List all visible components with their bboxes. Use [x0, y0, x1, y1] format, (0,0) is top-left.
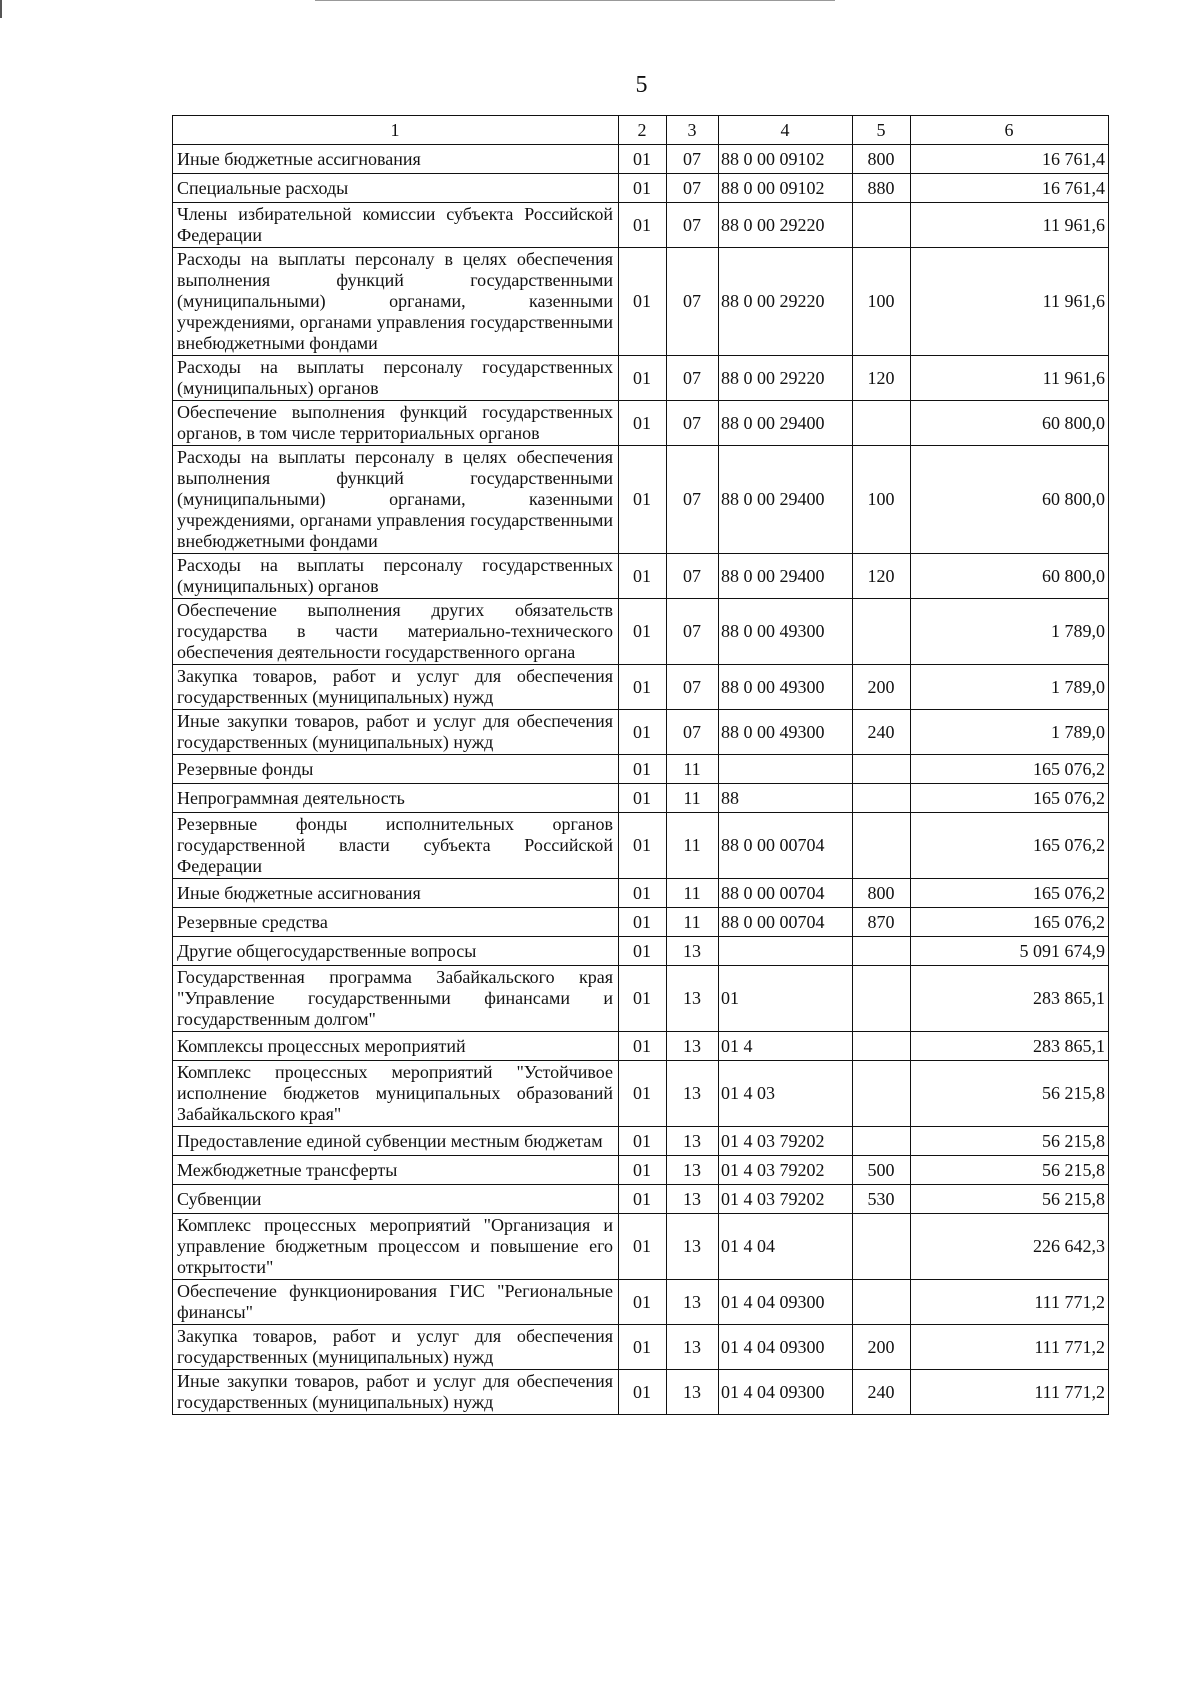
- row-amount-cell: 165 076,2: [911, 755, 1109, 784]
- row-section-cell: 01: [619, 401, 667, 446]
- row-section-cell: 01: [619, 1214, 667, 1280]
- table-row: [173, 599, 1109, 665]
- row-target-article-cell: 01 4 03 79202: [719, 1185, 853, 1214]
- row-target-article-cell: 88 0 00 29400: [719, 554, 853, 599]
- row-expense-type-cell: 880: [853, 174, 911, 203]
- row-target-article-cell: [719, 937, 853, 966]
- row-section-cell: 01: [619, 937, 667, 966]
- row-subsection-cell: 07: [667, 145, 719, 174]
- table-row: [173, 937, 1109, 966]
- row-expense-type-cell: [853, 1061, 911, 1127]
- row-section-cell: 01: [619, 908, 667, 937]
- row-section-cell: 01: [619, 710, 667, 755]
- table-row: [173, 1127, 1109, 1156]
- header-cell-3: 3: [667, 116, 719, 145]
- row-name-cell: Непрограммная деятельность: [173, 784, 619, 813]
- table-header: [173, 116, 1109, 145]
- row-name-cell: Расходы на выплаты персоналу государственных (муниципальных) органов: [173, 554, 619, 599]
- row-subsection-cell: 11: [667, 784, 719, 813]
- row-section-cell: 01: [619, 879, 667, 908]
- row-expense-type-cell: [853, 599, 911, 665]
- row-subsection-cell: 13: [667, 1280, 719, 1325]
- row-section-cell: 01: [619, 966, 667, 1032]
- row-expense-type-cell: [853, 966, 911, 1032]
- row-target-article-cell: 88 0 00 49300: [719, 665, 853, 710]
- row-expense-type-cell: 800: [853, 879, 911, 908]
- row-subsection-cell: 13: [667, 1325, 719, 1370]
- row-amount-cell: 5 091 674,9: [911, 937, 1109, 966]
- row-amount-cell: 60 800,0: [911, 446, 1109, 554]
- table-row: [173, 401, 1109, 446]
- row-amount-cell: 16 761,4: [911, 145, 1109, 174]
- row-subsection-cell: 13: [667, 1127, 719, 1156]
- row-target-article-cell: 88 0 00 00704: [719, 908, 853, 937]
- row-expense-type-cell: 530: [853, 1185, 911, 1214]
- table-row: [173, 966, 1109, 1032]
- scan-artifact-left-edge: [0, 0, 2, 18]
- row-section-cell: 01: [619, 599, 667, 665]
- row-name-cell: Межбюджетные трансферты: [173, 1156, 619, 1185]
- row-expense-type-cell: [853, 401, 911, 446]
- row-subsection-cell: 13: [667, 1370, 719, 1415]
- row-subsection-cell: 07: [667, 446, 719, 554]
- header-cell-1: 1: [173, 116, 619, 145]
- row-expense-type-cell: [853, 1032, 911, 1061]
- table-row: [173, 784, 1109, 813]
- row-expense-type-cell: [853, 1280, 911, 1325]
- row-name-cell: Закупка товаров, работ и услуг для обеспечения государственных (муниципальных) нужд: [173, 665, 619, 710]
- page-number: 5: [635, 72, 648, 98]
- row-subsection-cell: 11: [667, 813, 719, 879]
- row-amount-cell: 60 800,0: [911, 401, 1109, 446]
- row-target-article-cell: 01: [719, 966, 853, 1032]
- row-expense-type-cell: 240: [853, 1370, 911, 1415]
- row-expense-type-cell: 120: [853, 554, 911, 599]
- row-target-article-cell: 88 0 00 00704: [719, 879, 853, 908]
- row-subsection-cell: 07: [667, 356, 719, 401]
- row-name-cell: Расходы на выплаты персоналу государственных (муниципальных) органов: [173, 356, 619, 401]
- row-subsection-cell: 07: [667, 401, 719, 446]
- row-section-cell: 01: [619, 1061, 667, 1127]
- row-section-cell: 01: [619, 1127, 667, 1156]
- row-target-article-cell: [719, 755, 853, 784]
- table-row: [173, 813, 1109, 879]
- row-amount-cell: 165 076,2: [911, 813, 1109, 879]
- row-expense-type-cell: 800: [853, 145, 911, 174]
- row-expense-type-cell: [853, 937, 911, 966]
- table-row: [173, 755, 1109, 784]
- row-target-article-cell: 88 0 00 09102: [719, 145, 853, 174]
- row-subsection-cell: 13: [667, 966, 719, 1032]
- table-row: [173, 554, 1109, 599]
- row-target-article-cell: 88 0 00 29220: [719, 356, 853, 401]
- header-cell-4: 4: [719, 116, 853, 145]
- row-target-article-cell: 01 4 04: [719, 1214, 853, 1280]
- row-section-cell: 01: [619, 248, 667, 356]
- row-amount-cell: 165 076,2: [911, 908, 1109, 937]
- row-amount-cell: 1 789,0: [911, 599, 1109, 665]
- row-amount-cell: 11 961,6: [911, 248, 1109, 356]
- row-target-article-cell: 01 4 04 09300: [719, 1370, 853, 1415]
- table-row: [173, 1156, 1109, 1185]
- row-name-cell: Другие общегосударственные вопросы: [173, 937, 619, 966]
- row-name-cell: Закупка товаров, работ и услуг для обеспечения государственных (муниципальных) нужд: [173, 1325, 619, 1370]
- header-row: [173, 116, 1109, 145]
- row-name-cell: Расходы на выплаты персоналу в целях обеспечения выполнения функций государственными (муниципальными) органами, казенными учреждениями, органами управления государственными внебюджетными фондами: [173, 446, 619, 554]
- row-target-article-cell: 88 0 00 29400: [719, 401, 853, 446]
- table-row: [173, 446, 1109, 554]
- row-target-article-cell: 88 0 00 09102: [719, 174, 853, 203]
- row-amount-cell: 283 865,1: [911, 966, 1109, 1032]
- row-expense-type-cell: [853, 755, 911, 784]
- row-amount-cell: 56 215,8: [911, 1185, 1109, 1214]
- table-row: [173, 1214, 1109, 1280]
- row-section-cell: 01: [619, 554, 667, 599]
- table-row: [173, 1370, 1109, 1415]
- row-section-cell: 01: [619, 813, 667, 879]
- row-subsection-cell: 11: [667, 755, 719, 784]
- row-subsection-cell: 13: [667, 937, 719, 966]
- row-expense-type-cell: 200: [853, 665, 911, 710]
- table-row: [173, 1280, 1109, 1325]
- row-name-cell: Иные бюджетные ассигнования: [173, 145, 619, 174]
- row-section-cell: 01: [619, 1325, 667, 1370]
- row-amount-cell: 111 771,2: [911, 1280, 1109, 1325]
- row-subsection-cell: 11: [667, 908, 719, 937]
- row-name-cell: Обеспечение функционирования ГИС "Региональные финансы": [173, 1280, 619, 1325]
- row-section-cell: 01: [619, 784, 667, 813]
- row-section-cell: 01: [619, 1185, 667, 1214]
- table-row: [173, 908, 1109, 937]
- row-subsection-cell: 07: [667, 174, 719, 203]
- row-name-cell: Иные закупки товаров, работ и услуг для обеспечения государственных (муниципальных) нужд: [173, 710, 619, 755]
- header-cell-2: 2: [619, 116, 667, 145]
- row-name-cell: Предоставление единой субвенции местным бюджетам: [173, 1127, 619, 1156]
- row-expense-type-cell: 240: [853, 710, 911, 755]
- table-row: [173, 248, 1109, 356]
- row-subsection-cell: 07: [667, 554, 719, 599]
- table-row: [173, 356, 1109, 401]
- row-target-article-cell: 01 4 04 09300: [719, 1325, 853, 1370]
- row-name-cell: Резервные фонды: [173, 755, 619, 784]
- row-target-article-cell: 88 0 00 00704: [719, 813, 853, 879]
- row-section-cell: 01: [619, 446, 667, 554]
- row-subsection-cell: 07: [667, 599, 719, 665]
- row-subsection-cell: 07: [667, 665, 719, 710]
- row-name-cell: Специальные расходы: [173, 174, 619, 203]
- budget-table: [172, 115, 1109, 1415]
- row-name-cell: Обеспечение выполнения других обязательств государства в части материально-технического обеспечения деятельности государственного органа: [173, 599, 619, 665]
- row-name-cell: Комплекс процессных мероприятий "Организация и управление бюджетным процессом и повышение его открытости": [173, 1214, 619, 1280]
- row-name-cell: Резервные фонды исполнительных органов государственной власти субъекта Российской Федерации: [173, 813, 619, 879]
- row-amount-cell: 226 642,3: [911, 1214, 1109, 1280]
- row-amount-cell: 16 761,4: [911, 174, 1109, 203]
- row-section-cell: 01: [619, 145, 667, 174]
- row-section-cell: 01: [619, 356, 667, 401]
- table-row: [173, 145, 1109, 174]
- table-body: [173, 145, 1109, 1415]
- row-section-cell: 01: [619, 1156, 667, 1185]
- row-name-cell: Комплекс процессных мероприятий "Устойчивое исполнение бюджетов муниципальных образований Забайкальского края": [173, 1061, 619, 1127]
- row-target-article-cell: 88 0 00 49300: [719, 599, 853, 665]
- row-section-cell: 01: [619, 1370, 667, 1415]
- row-subsection-cell: 13: [667, 1061, 719, 1127]
- row-expense-type-cell: 200: [853, 1325, 911, 1370]
- row-target-article-cell: 88: [719, 784, 853, 813]
- table-row: [173, 1032, 1109, 1061]
- row-name-cell: Иные бюджетные ассигнования: [173, 879, 619, 908]
- row-name-cell: Комплексы процессных мероприятий: [173, 1032, 619, 1061]
- row-subsection-cell: 07: [667, 248, 719, 356]
- row-section-cell: 01: [619, 203, 667, 248]
- row-amount-cell: 56 215,8: [911, 1127, 1109, 1156]
- row-name-cell: Расходы на выплаты персоналу в целях обеспечения выполнения функций государственными (муниципальными) органами, казенными учреждениями, органами управления государственными внебюджетными фондами: [173, 248, 619, 356]
- row-amount-cell: 283 865,1: [911, 1032, 1109, 1061]
- row-amount-cell: 165 076,2: [911, 879, 1109, 908]
- row-section-cell: 01: [619, 174, 667, 203]
- row-amount-cell: 165 076,2: [911, 784, 1109, 813]
- row-section-cell: 01: [619, 755, 667, 784]
- row-expense-type-cell: 100: [853, 248, 911, 356]
- table-row: [173, 1061, 1109, 1127]
- row-expense-type-cell: [853, 813, 911, 879]
- row-subsection-cell: 11: [667, 879, 719, 908]
- row-subsection-cell: 07: [667, 710, 719, 755]
- table-row: [173, 1325, 1109, 1370]
- row-target-article-cell: 01 4 03 79202: [719, 1156, 853, 1185]
- row-expense-type-cell: [853, 203, 911, 248]
- row-target-article-cell: 88 0 00 49300: [719, 710, 853, 755]
- row-name-cell: Обеспечение выполнения функций государственных органов, в том числе территориальных органов: [173, 401, 619, 446]
- row-amount-cell: 11 961,6: [911, 203, 1109, 248]
- row-expense-type-cell: [853, 1214, 911, 1280]
- row-expense-type-cell: 500: [853, 1156, 911, 1185]
- row-target-article-cell: 88 0 00 29220: [719, 203, 853, 248]
- row-target-article-cell: 88 0 00 29400: [719, 446, 853, 554]
- row-amount-cell: 60 800,0: [911, 554, 1109, 599]
- row-expense-type-cell: [853, 784, 911, 813]
- row-subsection-cell: 13: [667, 1156, 719, 1185]
- row-subsection-cell: 13: [667, 1032, 719, 1061]
- row-section-cell: 01: [619, 1032, 667, 1061]
- row-subsection-cell: 13: [667, 1185, 719, 1214]
- row-amount-cell: 111 771,2: [911, 1325, 1109, 1370]
- table-row: [173, 710, 1109, 755]
- row-name-cell: Иные закупки товаров, работ и услуг для обеспечения государственных (муниципальных) нужд: [173, 1370, 619, 1415]
- row-subsection-cell: 07: [667, 203, 719, 248]
- table-row: [173, 879, 1109, 908]
- row-expense-type-cell: 120: [853, 356, 911, 401]
- table-row: [173, 203, 1109, 248]
- row-expense-type-cell: [853, 1127, 911, 1156]
- row-amount-cell: 1 789,0: [911, 665, 1109, 710]
- row-target-article-cell: 88 0 00 29220: [719, 248, 853, 356]
- row-amount-cell: 11 961,6: [911, 356, 1109, 401]
- row-target-article-cell: 01 4 03: [719, 1061, 853, 1127]
- row-target-article-cell: 01 4 03 79202: [719, 1127, 853, 1156]
- row-section-cell: 01: [619, 1280, 667, 1325]
- row-expense-type-cell: 100: [853, 446, 911, 554]
- row-subsection-cell: 13: [667, 1214, 719, 1280]
- header-cell-6: 6: [911, 116, 1109, 145]
- table-row: [173, 1185, 1109, 1214]
- row-amount-cell: 111 771,2: [911, 1370, 1109, 1415]
- row-section-cell: 01: [619, 665, 667, 710]
- row-amount-cell: 56 215,8: [911, 1061, 1109, 1127]
- table-row: [173, 174, 1109, 203]
- row-target-article-cell: 01 4 04 09300: [719, 1280, 853, 1325]
- scan-artifact-top-line: [315, 0, 835, 1]
- header-cell-5: 5: [853, 116, 911, 145]
- table-row: [173, 665, 1109, 710]
- row-name-cell: Резервные средства: [173, 908, 619, 937]
- row-name-cell: Субвенции: [173, 1185, 619, 1214]
- row-amount-cell: 1 789,0: [911, 710, 1109, 755]
- row-target-article-cell: 01 4: [719, 1032, 853, 1061]
- row-name-cell: Члены избирательной комиссии субъекта Российской Федерации: [173, 203, 619, 248]
- row-expense-type-cell: 870: [853, 908, 911, 937]
- row-amount-cell: 56 215,8: [911, 1156, 1109, 1185]
- row-name-cell: Государственная программа Забайкальского края "Управление государственными финансами и государственным долгом": [173, 966, 619, 1032]
